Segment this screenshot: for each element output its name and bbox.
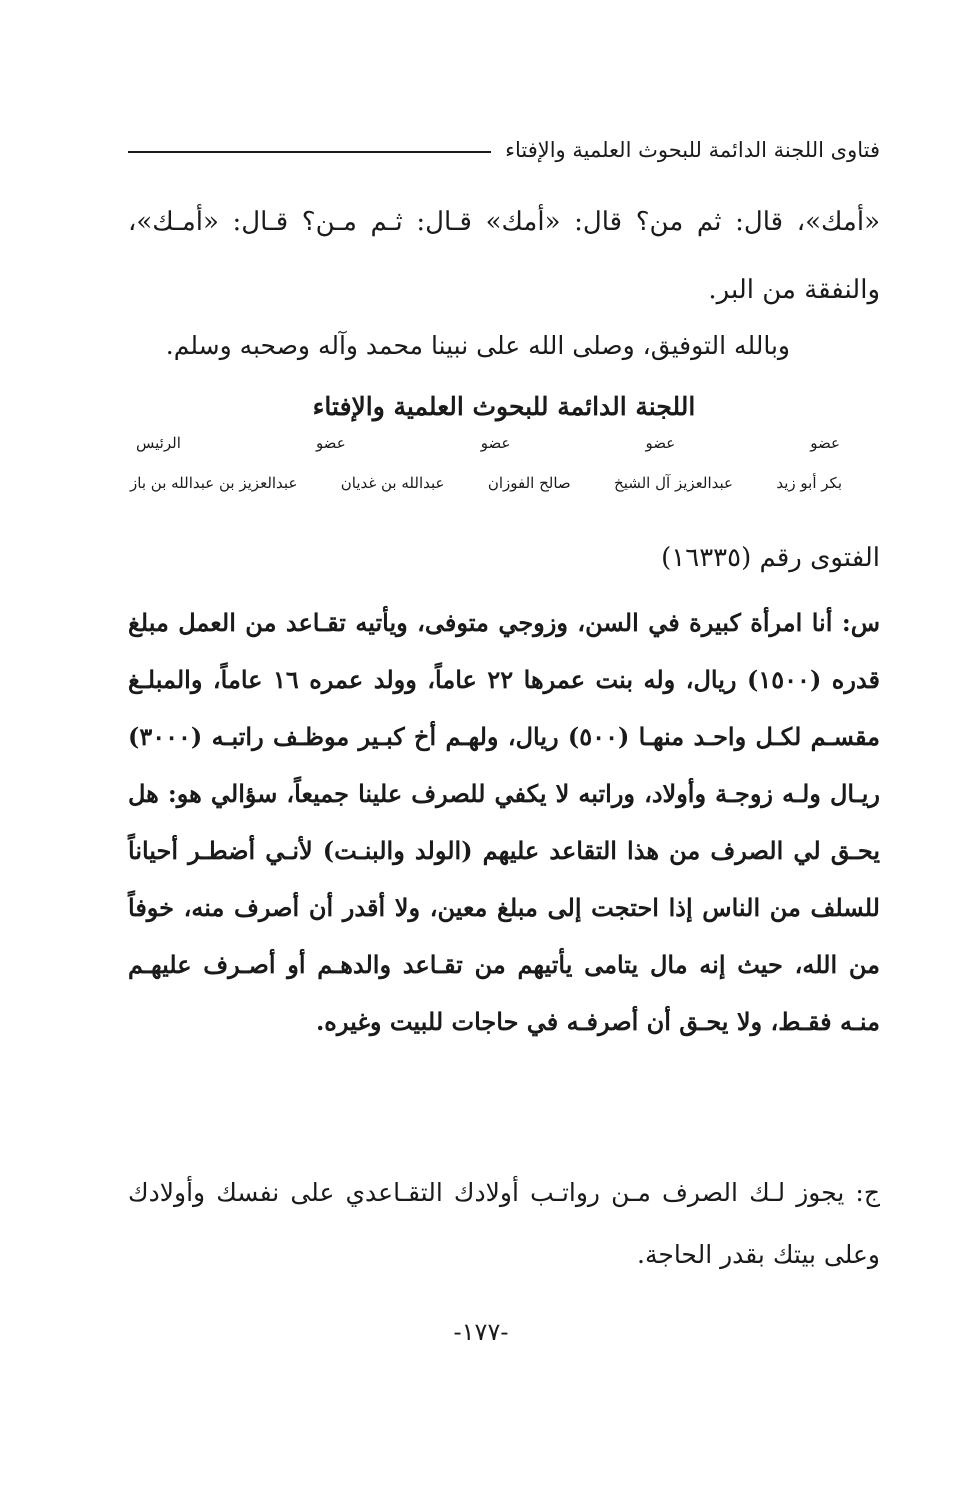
- signatory-name-1: بكر أبو زيد: [776, 474, 842, 492]
- running-header: [128, 130, 880, 170]
- fatwa-number: الفتوى رقم (١٦٣٣٥): [661, 543, 880, 573]
- header-rule: [128, 151, 491, 153]
- role-member-4: عضو: [315, 434, 346, 452]
- page-number: -١٧٧-: [453, 1318, 509, 1346]
- committee-title: اللجنة الدائمة للبحوث العلمية والإفتاء: [312, 392, 696, 421]
- signature-roles: [128, 434, 848, 452]
- signatory-name-5: عبدالعزيز بن عبدالله بن باز: [130, 474, 298, 492]
- closing-line: وبالله التوفيق، وصلى الله على نبينا محمد وآله وصحبه وسلم.: [165, 331, 790, 360]
- role-member-1: عضو: [810, 434, 840, 452]
- signatory-name-3: صالح الفوزان: [487, 474, 571, 492]
- hadith-paragraph: «أمك»، قال: ثم من؟ قال: «أمك» قـال: ثـم مـن؟ قـال: «أمـك»، والنفقة من البر.: [128, 207, 880, 305]
- signatory-name-4: عبدالله بن غديان: [340, 474, 445, 492]
- fatwa-question: س: أنا امرأة كبيرة في السن، وزوجي متوفى، ويأتيه تقـاعد من العمل مبلغ قدره (١٥٠٠) ريال، وله بنت عمرها ٢٢ عاماً، وولد عمره ١٦ عاماً، والمبلـغ مقسـم لكـل واحـد منهـا (٥٠٠) ريال، ولهـم أخ كبـير موظـف راتبـه (٣٠٠٠) ريـال ولـه زوجـة وأولاد، وراتبه لا يكفي للصرف علينا جميعاً، سؤالي هو: هل يحـق لي الصرف من هذا التقاعد عليهم (الولد والبنـت) لأنـي أضطـر أحياناً للسلف من الناس إذا احتجت إلى مبلغ معين، ولا أقدر أن أصرف منه، خوفاً من الله، حيث إنه مال يتامى يأتيهم من تقـاعد والدهـم أو أصـرف عليهـم منـه فقـط، ولا يحـق أن أصرفـه في حاجات للبيت وغيره.: [128, 608, 881, 1036]
- running-header-title: فتاوى اللجنة الدائمة للبحوث العلمية والإفتاء: [505, 138, 880, 162]
- role-president: الرئيس: [136, 434, 181, 452]
- role-member-2: عضو: [645, 434, 676, 452]
- signature-names: [130, 474, 842, 492]
- signatory-name-2: عبدالعزيز آل الشيخ: [614, 474, 733, 492]
- fatwa-answer: ج: يجوز لـك الصرف مـن رواتـب أولادك التقـاعدي على نفسك وأولادك وعلى بيتك بقدر الحاجة.: [128, 1178, 880, 1269]
- role-member-3: عضو: [480, 434, 511, 452]
